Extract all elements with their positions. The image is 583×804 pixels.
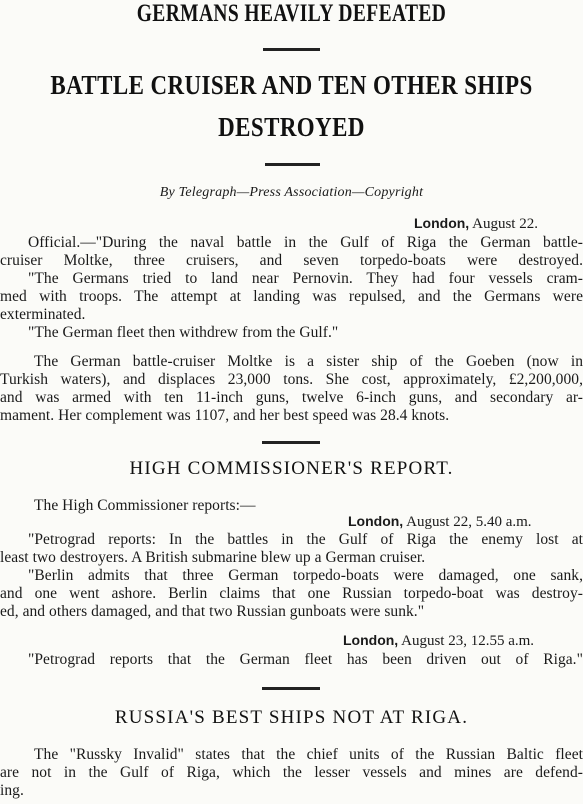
byline: By Telegraph—Press Association—Copyright — [159, 185, 424, 200]
article-line: "The German fleet then withdrew from the Gulf." — [28, 324, 339, 341]
dateline-date: August 22, 5.40 a.m. — [406, 514, 532, 530]
section-heading: HIGH COMMISSIONER'S REPORT. — [129, 458, 454, 479]
article-line: ed, and others damaged, and that two Russian gunboats were sunk." — [0, 603, 425, 620]
article-line: The "Russky Invalid" states that the chief units of the Russian Baltic fleet — [34, 746, 583, 763]
dateline-city: London, — [414, 215, 470, 231]
article-line: Official.—"During the naval battle in the Gulf of Riga the German battle- — [28, 234, 583, 251]
divider-rule — [265, 163, 320, 166]
article-line: cruiser Moltke, three cruisers, and seven torpedo-boats were destroyed. — [0, 252, 583, 269]
dateline-date: August 22. — [472, 216, 538, 232]
divider-rule — [262, 687, 320, 690]
dateline-city: London, — [348, 513, 404, 529]
article-line: "Petrograd reports: In the battles in the Gulf of Riga the enemy lost at — [28, 531, 583, 548]
article-line: are not in the Gulf of Riga, which the lesser vessels and mines are defend- — [0, 764, 583, 781]
article-line: Turkish waters), and displaces 23,000 tons. She cost, approximately, £2,200,000, — [0, 371, 583, 388]
article-line: The German battle-cruiser Moltke is a sister ship of the Goeben (now in — [34, 353, 583, 370]
dateline — [343, 632, 534, 650]
article-line: and was armed with ten 11-inch guns, twelve 6-inch guns, and secondary ar- — [0, 389, 583, 406]
article-line: ing. — [0, 782, 24, 799]
article-line: "Berlin admits that three German torpedo-boats were damaged, one sank, — [28, 567, 583, 584]
dateline — [414, 215, 538, 233]
article-line: "Petrograd reports that the German fleet has been driven out of Riga." — [28, 651, 583, 668]
main-headline: GERMANS HEAVILY DEFEATED — [136, 0, 447, 27]
article-line: least two destroyers. A British submarine blew up a German cruiser. — [0, 549, 426, 566]
article-line: med with troops. The attempt at landing was repulsed, and the Germans were — [0, 288, 583, 305]
dateline-date: August 23, 12.55 a.m. — [401, 633, 535, 649]
article-line: exterminated. — [0, 306, 86, 323]
article-line: The High Commissioner reports:— — [34, 497, 256, 514]
divider-rule — [263, 48, 320, 51]
sub-headline-line-2: DESTROYED — [218, 112, 365, 142]
dateline-city: London, — [343, 632, 399, 648]
sub-headline-line-1: BATTLE CRUISER AND TEN OTHER SHIPS — [50, 70, 533, 100]
divider-rule — [262, 441, 320, 444]
article-line: "The Germans tried to land near Pernovin. They had four vessels cram- — [28, 270, 583, 287]
article-line: and one went ashore. Berlin claims that one Russian torpedo-boat was destroy- — [0, 585, 583, 602]
section-heading: RUSSIA'S BEST SHIPS NOT AT RIGA. — [114, 707, 469, 728]
dateline — [348, 513, 532, 531]
article-line: mament. Her complement was 1107, and her best speed was 28.4 knots. — [0, 407, 450, 424]
